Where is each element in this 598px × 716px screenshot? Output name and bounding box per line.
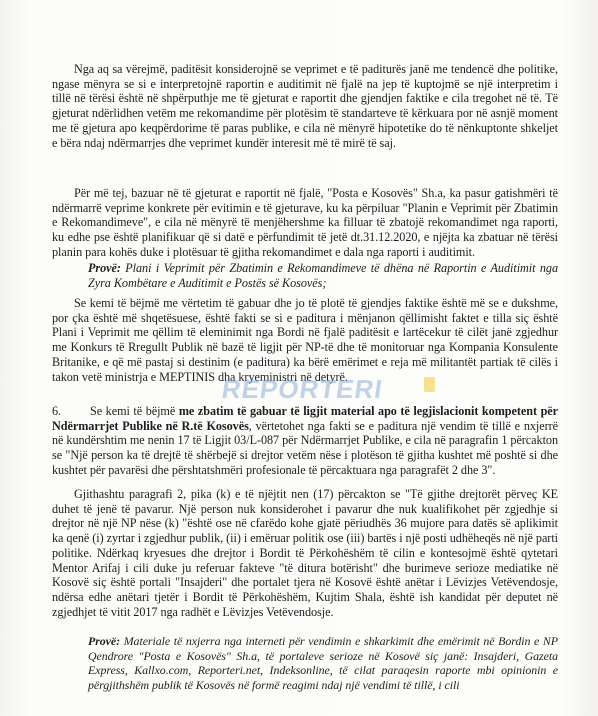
paragraph-6-lead: Se kemi të bëjmë: [90, 404, 179, 418]
paragraph-7: [52, 487, 558, 619]
paragraph-1: [52, 62, 558, 150]
paragraph-6: [52, 404, 558, 478]
paragraph-2-text: Për më tej, bazuar në të gjeturat e raportit në fjalë, "Posta e Kosovës" Sh.a, ka pasur gatishmëri të ndërmarrë veprime konkrete për evitimin e të gjeturave, ku ka përpiluar "Planin e Veprimit për Zbatimin e Rekomandimeve", e cila në mënyrë të menjëhershme ka filluar të zbatojë rekomandimet nga raporti, ku edhe pse është planifikuar që si datë e përfundimit të jetë dt.31.12.2020, e njëjta ka zbatuar në tërësi planin para kohës duke i plotësuar të gjitha rekomandimet e dala nga raporti i auditimit.: [52, 186, 558, 259]
paragraph-6-bold: me zbatim të gabuar të ligjit material apo të legjislacionit kompetent për Ndërmarrjet Publike në R.të Kosovës: [52, 404, 559, 433]
evidence-note-2: [88, 634, 558, 693]
paragraph-2: [52, 186, 558, 260]
paragraph-1-text: Nga aq sa vërejmë, paditësit konsiderojnë se veprimet e të paditurës janë me tendencë dhe politike, ngase mënyra se si e interpretojnë raportin e auditimit në fjalë na jep të kuptojmë se një interpretim i tillë në tërësi është në shpërputhje me të gjeturat e raportit dhe gjendjen faktike e cila tregohet në të. Të gjeturat ndërlidhen vetëm me rekomandime për plotësim të standarteve të kërkuara por në asnjë moment me të gjetura apo keqpërdorime të paras publike, e cila në mënyrë hipotetike do të nënkuptonte shkeljet e bëra ndaj ndërmarrjes dhe veprimet kundër interesit më të mirë të saj.: [52, 62, 558, 150]
paragraph-6-rest: , vërtetohet nga fakti se e paditura një vendim të tillë e nxjerrë në kundërshtim me nenin 17 të Ligjit 03/L-087 për Ndërmarrjet Publike, e cila në paragrafin 1 përcakton se "Një person ka të drejtë të shërbejë si drejtor vetëm nëse i plotëson të gjitha kushtet më poshtë si dhe kushtet për pavarësi dhe përshtatshmëri profesionale të përcaktuara nga paragrafët 2 dhe 3".: [52, 418, 558, 477]
watermark-mark-icon: [424, 377, 435, 392]
evidence-note-2-text: Provë: Materiale të nxjerra nga interneti për vendimin e shkarkimit dhe emërimit në Bordin e NP Qendrore "Posta e Kosovës" Sh.a, të portaleve serioze në Kosovë siç janë: Insajderi, Gazeta Express, Kallxo.com, Reporteri.net, Indeksonline, të cilat paraqesin raporte mbi opinionin e përgjithshëm publik të Kosovës në formë reagimi ndaj një vendimi të tillë, i cili: [88, 634, 558, 693]
evidence-label: Provë:: [88, 634, 121, 648]
evidence-note-1-text: Provë: Plani i Veprimit për Zbatimin e Rekomandimeve të dhëna në Raportin e Auditimit nga Zyra Kombëtare e Auditimit e Postës së Kosovës;: [88, 261, 558, 290]
paragraph-7-text: Gjithashtu paragrafi 2, pika (k) e të njëjtit nen (17) përcakton se "Të gjithe drejtorët përveç KE duhet të jenë të pavarur. Një person nuk konsiderohet i pavarur dhe nuk kualifikohet për zgjedhje si drejtor në një NP nëse (k) "është ose në cfarëdo kohe gjatë përiudhës 36 mujore para datës së aplikimit ka qenë (i) zyrtar i zgjedhur publik, (ii) i emëruar politik ose (iii) bartës i një posti udhëheqës në një parti politike. Ndërkaq kryesues dhe drejtor i Bordit të Përkohëshëm të cilin e kontesojmë është qytetari Mentor Arifaj i cili duke ju referuar fakteve "të ditura botërisht" dhe burimeve serioze mediatike në Kosovë siç është portali "Insajderi" dhe portalet tjera në Kosovë është anëtar i Lëvizjes Vetëvendosje, ndërsa edhe anëtari tjetër i Bordit të Përkohëshëm, Kujtim Shala, është ish kandidat për deputet në zgjedhjet të vitit 2017 nga radhët e Lëvizjes Vetëvendosje.: [52, 487, 558, 619]
paragraph-3-text: Se kemi të bëjmë me vërtetim të gabuar dhe jo të plotë të gjendjes faktike është më se e dukshme, por çka është më shqetësuese, është fakti se si e paditura i mënjanon qëllimisht faktet e tilla siç është Plani i Veprimit me qëllim të eleminimit nga Bordi në fjalë paditësit e lartëcekur të cilët janë zgjedhur me Konkurs të Rregullt Publik në bazë të ligjit për NP-të dhe të monitoruar nga Kompania Konsulente Britanike, e që më pastaj si destinim (e paditura) ka bërë emërimet e reja më militantët partiak të cilës i takon vetë ministrja e MEPTINIS dha kryeministri në detyrë.: [52, 296, 558, 384]
watermark-logo: REPORTERI: [219, 374, 385, 404]
evidence-label: Provë:: [88, 261, 121, 275]
evidence-note-1: [88, 261, 558, 290]
paragraph-number: 6.: [52, 404, 62, 418]
paragraph-3: [52, 296, 558, 384]
